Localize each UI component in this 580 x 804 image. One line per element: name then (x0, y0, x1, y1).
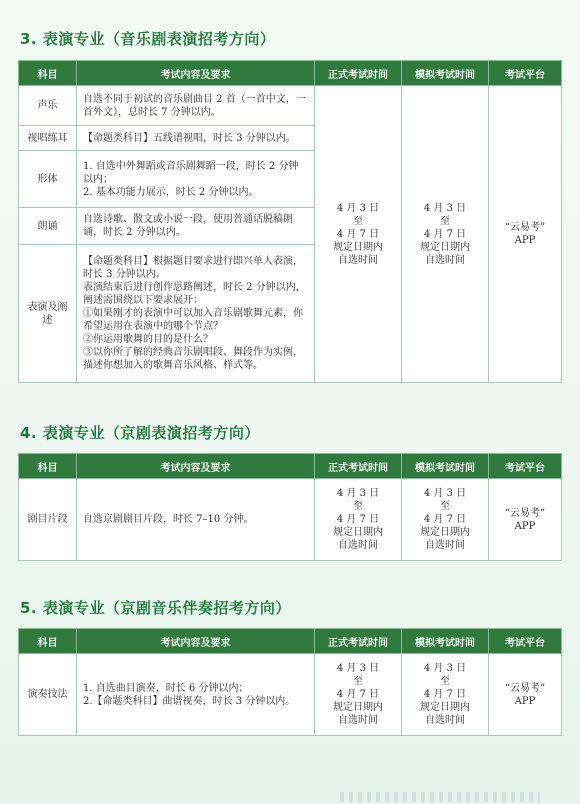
content-line: ①如果刚才的表演中可以加入音乐剧歌舞元素，你希望运用在表演中的哪个节点？ (83, 308, 303, 332)
content-cell (77, 479, 315, 561)
time-line: 4 月 3 日 (336, 488, 380, 499)
header-subject: 科目 (19, 61, 77, 86)
platform-cell (489, 86, 562, 383)
time-line: 4 月 7 日 (423, 228, 467, 240)
time-line: 规定日期内 (333, 527, 383, 538)
header-platform: 考试平台 (489, 454, 562, 479)
content-line: ②你运用歌舞的目的是什么？ (83, 334, 213, 345)
time-line: 4 月 3 日 (423, 202, 467, 214)
time-line: 规定日期内 (333, 702, 383, 713)
header-mock-time: 模拟考试时间 (402, 629, 489, 654)
content-cell (77, 86, 315, 126)
time-line: 自选时间 (425, 540, 465, 551)
time-line: 4 月 3 日 (423, 663, 467, 674)
header-formal-time: 正式考试时间 (315, 629, 402, 654)
time-line: 4 月 3 日 (336, 663, 380, 674)
platform-line: “云易考” (504, 507, 546, 519)
time-line: 自选时间 (338, 254, 378, 266)
table-row (19, 86, 562, 126)
time-line: 4 月 7 日 (336, 228, 380, 240)
header-platform: 考试平台 (489, 629, 562, 654)
section-title-4: 4. 表演专业（京剧表演招考方向） (20, 424, 260, 442)
formal-time-cell (315, 86, 402, 383)
content-line: 【命题类科目】根据题目要求进行即兴单人表演，时长 3 分钟以内。 (83, 256, 303, 280)
formal-time-cell (315, 654, 402, 736)
time-line: 规定日期内 (420, 702, 470, 713)
exam-table-5 (18, 628, 562, 736)
time-line: 至 (353, 676, 363, 687)
time-line: 自选时间 (338, 715, 378, 726)
header-content: 考试内容及要求 (77, 454, 315, 479)
time-line: 4 月 7 日 (336, 689, 380, 700)
subject-cell: 表演及阐述 (19, 245, 77, 383)
content-line: 自选诗歌、散文或小说一段，使用普通话脱稿朗诵，时长 2 分钟以内。 (83, 214, 293, 238)
content-cell (77, 151, 315, 208)
content-cell (77, 654, 315, 736)
content-line: 表演结束后进行创作思路阐述，时长 2 分钟以内，阐述需围绕以下要求展开： (83, 282, 306, 306)
subject-cell: 视唱练耳 (19, 126, 77, 151)
watermark (340, 792, 540, 802)
time-line: 4 月 7 日 (423, 689, 467, 700)
content-line: 1. 自选中外舞蹈或音乐剧舞蹈一段，时长 2 分钟以内； (83, 160, 299, 185)
subject-cell: 演奏技法 (19, 654, 77, 736)
exam-table-3 (18, 60, 562, 383)
header-content: 考试内容及要求 (77, 629, 315, 654)
content-line: 2. 基本功能力展示，时长 2 分钟以内。 (83, 186, 259, 198)
subject-cell: 声乐 (19, 86, 77, 126)
time-line: 4 月 7 日 (336, 514, 380, 525)
subject-cell: 形体 (19, 151, 77, 208)
time-line: 规定日期内 (420, 241, 470, 253)
platform-cell (489, 479, 562, 561)
header-subject: 科目 (19, 629, 77, 654)
content-cell (77, 245, 315, 383)
content-line: 2.【命题类科目】曲谱视奏，时长 3 分钟以内。 (83, 695, 296, 707)
content-line: ③以你所了解的经典音乐剧唱段、舞段作为实例，描述你想加入的歌舞音乐风格、样式等。 (83, 347, 303, 371)
formal-time-cell (315, 479, 402, 561)
subject-cell: 朗诵 (19, 208, 77, 245)
content-cell (77, 126, 315, 151)
time-line: 至 (440, 676, 450, 687)
time-line: 至 (353, 215, 363, 227)
mock-time-cell (402, 654, 489, 736)
time-line: 4 月 7 日 (423, 514, 467, 525)
platform-line: APP (514, 235, 536, 246)
time-line: 4 月 3 日 (423, 488, 467, 499)
header-platform: 考试平台 (489, 61, 562, 86)
platform-cell (489, 654, 562, 736)
table-header-row (19, 61, 562, 86)
platform-line: “云易考” (504, 682, 546, 694)
table-row (19, 654, 562, 736)
time-line: 自选时间 (425, 254, 465, 266)
platform-line: “云易考” (504, 222, 546, 233)
exam-table-4 (18, 453, 562, 561)
time-line: 至 (440, 215, 450, 227)
mock-time-cell (402, 86, 489, 383)
header-mock-time: 模拟考试时间 (402, 61, 489, 86)
mock-time-cell (402, 479, 489, 561)
time-line: 规定日期内 (333, 241, 383, 253)
content-line: 【命题类科目】五线谱视唱，时长 3 分钟以内。 (83, 132, 296, 144)
time-line: 至 (353, 501, 363, 512)
table-header-row (19, 454, 562, 479)
content-line: 1. 自选曲目演奏，时长 6 分钟以内； (83, 682, 249, 694)
time-line: 规定日期内 (420, 527, 470, 538)
platform-line: APP (514, 695, 536, 707)
subject-cell: 剧目片段 (19, 479, 77, 561)
section-title-3: 3. 表演专业（音乐剧表演招考方向） (20, 30, 276, 48)
content-line: 自选京剧剧目片段，时长 7–10 分钟。 (83, 514, 254, 525)
content-line: 自选不同于初试的音乐剧曲目 2 首（一首中文，一首外文），总时长 7 分钟以内。 (83, 93, 306, 118)
table-row (19, 479, 562, 561)
content-cell (77, 208, 315, 245)
section-title-5: 5. 表演专业（京剧音乐伴奏招考方向） (20, 599, 291, 617)
table-header-row (19, 629, 562, 654)
header-subject: 科目 (19, 454, 77, 479)
header-formal-time: 正式考试时间 (315, 61, 402, 86)
header-content: 考试内容及要求 (77, 61, 315, 86)
time-line: 自选时间 (338, 540, 378, 551)
header-formal-time: 正式考试时间 (315, 454, 402, 479)
time-line: 自选时间 (425, 715, 465, 726)
header-mock-time: 模拟考试时间 (402, 454, 489, 479)
platform-line: APP (514, 520, 536, 532)
time-line: 至 (440, 501, 450, 512)
time-line: 4 月 3 日 (336, 202, 380, 214)
